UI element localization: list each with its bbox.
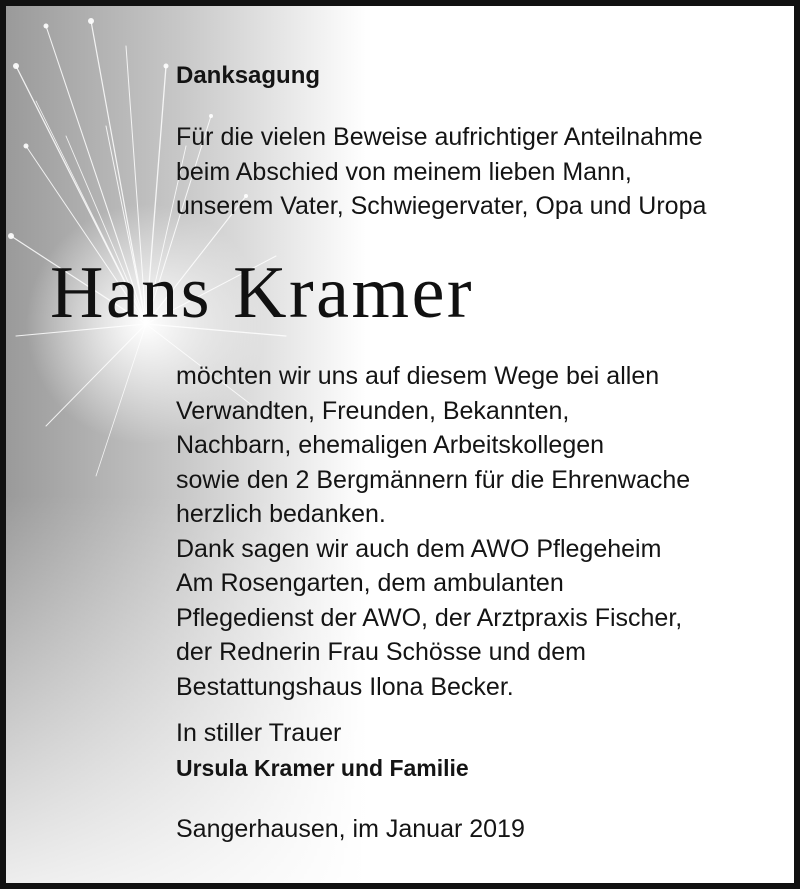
body-line: Verwandten, Freunden, Bekannten, — [176, 396, 570, 425]
closing-block — [176, 716, 469, 785]
intro-line: unserem Vater, Schwiegervater, Opa und Uropa — [176, 192, 707, 220]
place-date: Sangerhausen, im Januar 2019 — [176, 815, 525, 843]
family-signature: Ursula Kramer und Familie — [176, 754, 469, 781]
intro-text — [176, 120, 706, 224]
body-text — [176, 359, 690, 704]
body-line: Dank sagen wir auch dem AWO Pflegeheim — [176, 534, 662, 563]
body-line: herzlich bedanken. — [176, 500, 386, 528]
body-line: der Rednerin Frau Schösse und dem — [176, 638, 586, 666]
body-line: Bestattungshaus Ilona Becker. — [176, 672, 514, 701]
body-line: Nachbarn, ehemaligen Arbeitskollegen — [176, 431, 605, 459]
notice-heading: Danksagung — [176, 62, 321, 89]
deceased-name: Hans Kramer — [50, 252, 475, 334]
body-line: Am Rosengarten, dem ambulanten — [176, 569, 564, 597]
body-line: sowie den 2 Bergmännern für die Ehrenwache — [176, 465, 691, 494]
intro-line: beim Abschied von meinem lieben Mann, — [176, 157, 632, 186]
intro-line: Für die vielen Beweise aufrichtiger Anteilnahme — [176, 123, 703, 151]
body-line: möchten wir uns auf diesem Wege bei allen — [176, 362, 660, 390]
body-line: Pflegedienst der AWO, der Arztpraxis Fischer, — [176, 603, 683, 632]
mourning-line: In stiller Trauer — [176, 719, 342, 747]
